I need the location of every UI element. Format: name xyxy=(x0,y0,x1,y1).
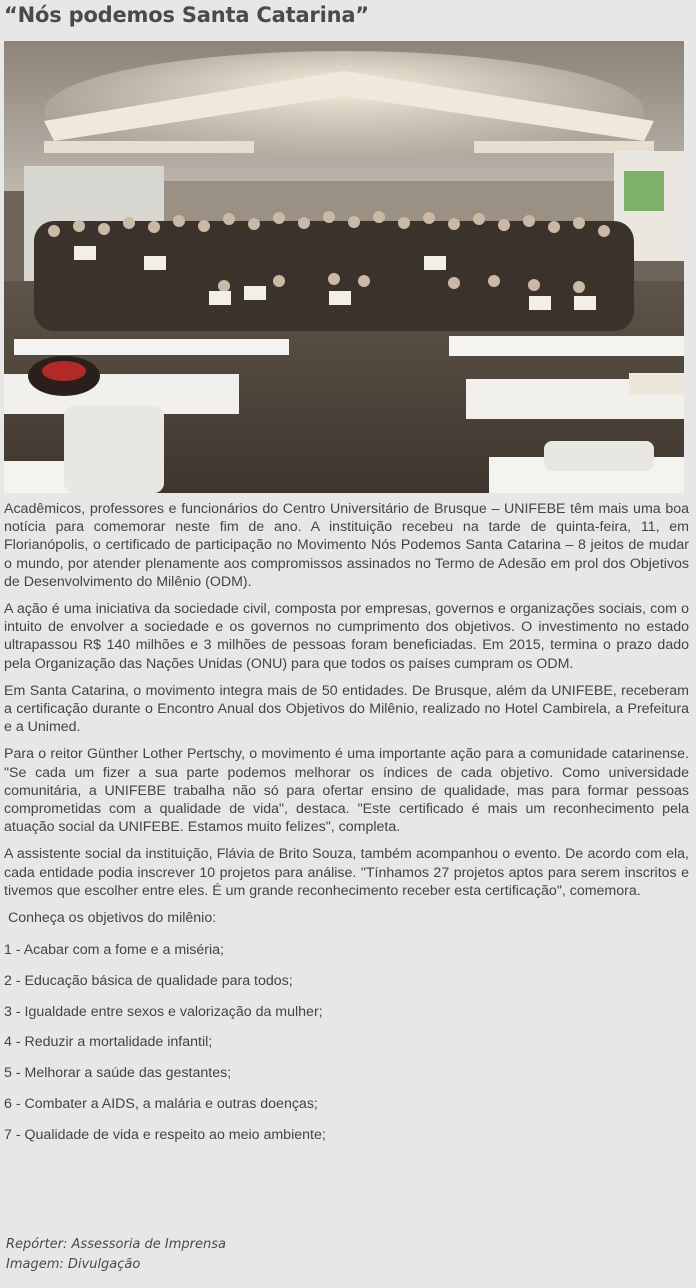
list-item: 1 - Acabar com a fome e a miséria; xyxy=(4,941,224,958)
article-title: “Nós podemos Santa Catarina” xyxy=(4,3,369,27)
goals-intro: Conheça os objetivos do milênio: xyxy=(4,910,217,927)
paragraph-2: A ação é uma iniciativa da sociedade civil, composta por empresas, governos e organizações sociais, com o intuito de envolver a sociedade e os governos no cumprimento dos objetivos. O investimento no estado ultrapassou R$ 140 milhões e 3 milhões de pessoas foram beneficiadas. Em 2015, termina o prazo dado pela Organização das Nações Unidas (ONU) para que todos os países cumpram os ODM. xyxy=(4,601,689,672)
image-credit: Imagem: Divulgação xyxy=(6,1257,141,1272)
list-item: 7 - Qualidade de vida e respeito ao meio ambiente; xyxy=(4,1127,326,1144)
list-item: 4 - Reduzir a mortalidade infantil; xyxy=(4,1034,213,1051)
goals-list xyxy=(4,941,689,1145)
paragraph-5: A assistente social da instituição, Flávia de Brito Souza, também acompanhou o evento. De acordo com ela, cada entidade podia inscrever 10 projetos para análise. "Tínhamos 27 projetos aptos para serem inscritos e tivemos que escolher entre eles. É um grande reconhecimento receber esta certificação", comemora. xyxy=(4,846,689,899)
list-item: 5 - Melhorar a saúde das gestantes; xyxy=(4,1065,232,1082)
paragraph-3: Em Santa Catarina, o movimento integra mais de 50 entidades. De Brusque, além da UNIFEBE, receberam a certificação durante o Encontro Anual dos Objetivos do Milênio, realizado no Hotel Cambirela, a Prefeitura e a Unimed. xyxy=(4,682,689,736)
list-item: 2 - Educação básica de qualidade para todos; xyxy=(4,972,293,989)
group-photo-image xyxy=(4,41,684,493)
list-item: 3 - Igualdade entre sexos e valorização da mulher; xyxy=(4,1003,323,1020)
reporter-credit: Repórter: Assessoria de Imprensa xyxy=(6,1237,226,1252)
paragraph-1: Acadêmicos, professores e funcionários do Centro Universitário de Brusque – UNIFEBE têm mais uma boa notícia para comemorar neste fim de ano. A instituição recebeu na tarde de quinta-feira, 11, em Florianópolis, o certificado de participação no Movimento Nós Podemos Santa Catarina – 8 jeitos de mudar o mundo, por atender plenamente aos compromissos assinados no Termo de Adesão em prol dos Objetivos de Desenvolvimento do Milênio (ODM). xyxy=(4,501,689,590)
paragraph-4: Para o reitor Günther Lother Pertschy, o movimento é uma importante ação para a comunidade catarinense. "Se cada um fizer a sua parte podemos melhorar os índices de cada objetivo. Como universidade comunitária, a UNIFEBE trabalha não só para ofertar ensino de qualidade, mas para formar pessoas comprometidas com a qualidade de vida", destaca. "Este certificado é mais um reconhecimento pela atuação social da UNIFEBE. Estamos muito felizes", completa. xyxy=(4,746,689,836)
article-body xyxy=(4,500,689,1157)
credits xyxy=(6,1235,226,1275)
list-item: 6 - Combater a AIDS, a malária e outras doenças; xyxy=(4,1096,318,1113)
